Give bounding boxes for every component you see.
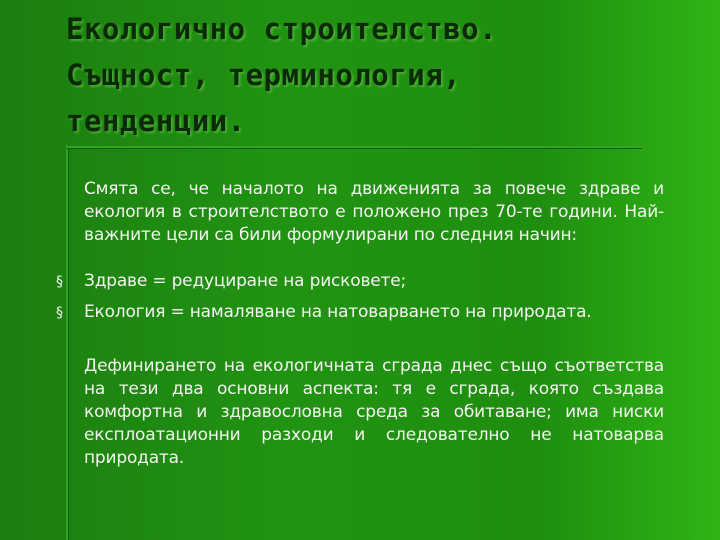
bullet-icon: § [56,274,63,290]
title-line-2: Същност, терминология, [66,58,462,92]
intro-paragraph: Смята се, че началото на движенията за повече здраве и екология в строителството е положено през 70-те години. Най-важните цели са били формулирани по следния начин: [84,179,664,245]
bullet-item-ecology: Екология = намаляване на натоварването на природата. [84,302,592,322]
bullet-icon: § [56,305,63,321]
definition-paragraph: Дефинирането на екологичната сграда днес също съответства на тези два основни аспекта: тя е сграда, която създава комфортна и здравословна среда за обитаване; има ниски експлоатационни разходи и следователно не натоварва природата. [84,356,664,468]
bullet-item-health: Здраве = редуциране на рисковете; [84,271,407,291]
title-line-3: тенденции. [66,104,246,138]
title-line-1: Екологично строителство. [66,12,498,46]
